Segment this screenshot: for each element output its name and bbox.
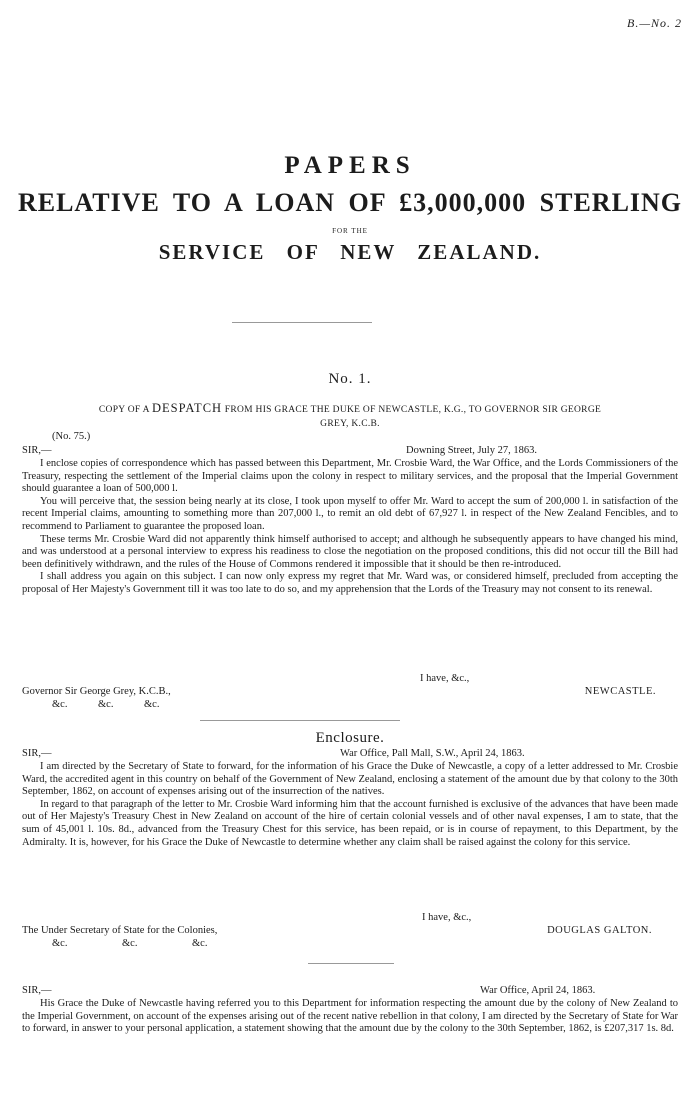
title-divider (232, 322, 372, 323)
etc-1: &c. (52, 699, 68, 710)
enclosure-addressee: The Under Secretary of State for the Colonies, (22, 925, 218, 936)
enclosure-salutation: SIR,— (22, 748, 52, 759)
page-reference: B.—No. 2 (626, 16, 682, 30)
despatch-paragraph: You will perceive that, the session being nearly at its close, I took upon myself to offer Mr. Ward to accept the sum of 200,000 l. in satisfaction of the recent Imperial claims, amounting to something more than 207,000 l., to remit an old debt of 67,927 l. in respect of the New Zealand Fencibles, and to recommend to Parliament to guarantee the proposed loan. (22, 495, 678, 532)
section-divider (200, 720, 400, 721)
etc-2: &c. (122, 938, 138, 949)
enclosure-etc-line (22, 938, 678, 951)
heading-copy-of-a: COPY OF A (98, 405, 150, 415)
despatch-closing: I have, &c., (420, 673, 470, 684)
etc-1: &c. (52, 938, 68, 949)
title-for-the: FOR THE (332, 227, 368, 235)
despatch-addressee: Governor Sir George Grey, K.C.B., (22, 686, 171, 697)
etc-2: &c. (98, 699, 114, 710)
letter2-header-line (22, 985, 678, 998)
despatch-body (22, 458, 678, 597)
despatch-etc-line (22, 699, 678, 712)
despatch-salutation: SIR,— (22, 445, 52, 456)
despatch-signature: NEWCASTLE. (584, 686, 656, 697)
letter2-paragraph: His Grace the Duke of Newcastle having referred you to this Department for information respecting the amount due by the colony of New Zealand to the Imperial Government, on account of the expenses arising out of the recent native rebellion in that colony, I am directed by the Secretary of State for War to forward, in answer to your personal application, a statement showing that the amount due by the colony to the 30th September, 1862, is £207,317 1s. 8d. (22, 998, 678, 1035)
despatch-signoff-line (22, 686, 678, 699)
heading-despatch: DESPATCH (152, 401, 223, 415)
enclosure-body (22, 761, 678, 849)
despatch-paragraph: These terms Mr. Crosbie Ward did not apparently think himself authorised to accept; and although he subsequently appears to have changed his mind, and was understood at a personal interview to express his readiness to close the negotiation on the proposed conditions, this did not occur till the Bill had been definitively withdrawn, and the rules of the House of Commons rendered it impossible that it should be then re-introduced. (22, 533, 678, 570)
despatch-heading (22, 401, 678, 431)
enclosure-title: Enclosure. (315, 730, 385, 746)
despatch-ref-no: (No. 75.) (52, 431, 91, 442)
section-divider (308, 963, 394, 964)
heading-from: FROM HIS GRACE THE DUKE OF NEWCASTLE, K.G., TO GOVERNOR SIR GEORGE (224, 405, 602, 415)
etc-3: &c. (192, 938, 208, 949)
letter2-place-date: War Office, April 24, 1863. (480, 985, 596, 996)
despatch-place-date: Downing Street, July 27, 1863. (406, 445, 537, 456)
enclosure-header-line (22, 748, 678, 761)
etc-3: &c. (144, 699, 160, 710)
title-papers: PAPERS (284, 152, 416, 179)
enclosure-signoff-line (22, 925, 678, 938)
heading-grey: GREY, K.C.B. (320, 419, 380, 429)
enclosure-paragraph: I am directed by the Secretary of State to forward, for the information of his Grace the Duke of Newcastle, a copy of a letter addressed to Mr. Crosbie Ward, the accredited agent in this country on behalf of the Government of New Zealand, enclosing a statement of the amount due by that colony to the 30th September, 1862, on account of expenses arising out of the insurrection of the natives. (22, 761, 678, 798)
enclosure-signature: DOUGLAS GALTON. (547, 925, 652, 936)
despatch-closing-line (22, 673, 678, 686)
enclosure-paragraph: In regard to that paragraph of the letter to Mr. Crosbie Ward informing him that the account furnished is exclusive of the advances that have been made out of Her Majesty's Treasury Chest in New Zealand on account of the hire of certain colonial vessels and of other naval expenses, I am to state, that the sum of 45,001 l. 10s. 8d., advanced from the Treasury Chest for this service, has been repaid, or is in course of repayment, to this Department, by the Admiralty. It is, however, for his Grace the Duke of Newcastle to determine whether any claim shall be raised against the colony for this service. (22, 798, 678, 848)
letter2-salutation: SIR,— (22, 985, 52, 996)
enclosure-place-date: War Office, Pall Mall, S.W., April 24, 1863. (340, 748, 525, 759)
title-loan: RELATIVE TO A LOAN OF £3,000,000 STERLING (17, 188, 683, 217)
despatch-number: No. 1. (328, 371, 372, 387)
enclosure-closing: I have, &c., (422, 912, 472, 923)
despatch-paragraph: I shall address you again on this subject. I can now only express my regret that Mr. Ward was, or considered himself, precluded from accepting the proposal of Her Majesty's Government till it was too late to do so, and my apprehension that the Lords of the Treasury may not consent to its renewal. (22, 571, 678, 595)
despatch-header-line (22, 445, 678, 458)
letter2-body (22, 998, 678, 1036)
title-service: SERVICE OF NEW ZEALAND. (158, 240, 542, 264)
despatch-paragraph: I enclose copies of correspondence which has passed between this Department, Mr. Crosbie Ward, the War Office, and the Lords Commissioners of the Treasury, respecting the settlement of the Imperial claims upon the colony in respect to military services, and the proposal that the Imperial Government should guarantee a loan of 500,000 l. (22, 458, 678, 495)
enclosure-closing-line (22, 912, 678, 925)
